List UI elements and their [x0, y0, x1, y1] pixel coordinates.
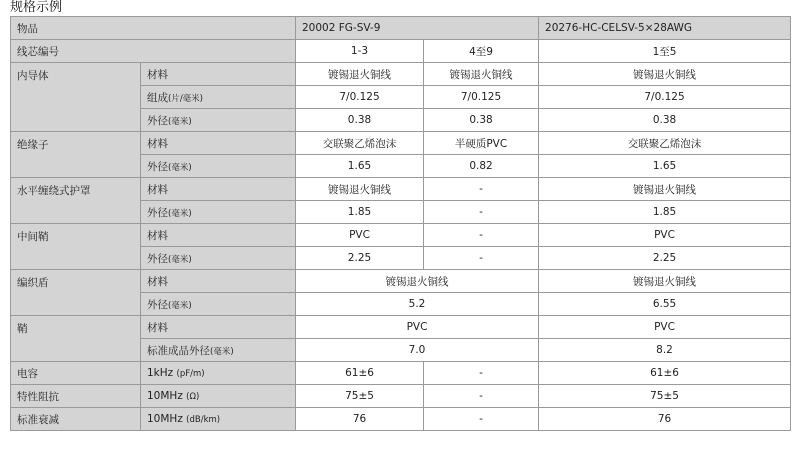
sub-label-text: 外径: [147, 252, 168, 265]
cell: 1.65: [539, 155, 791, 178]
cell: -: [424, 224, 539, 247]
cell: -: [424, 362, 539, 385]
unit-label: (毫米): [168, 116, 192, 127]
table-row: [11, 385, 791, 408]
cell: PVC: [539, 316, 791, 339]
header-item: 物品: [11, 17, 296, 40]
cell: -: [424, 178, 539, 201]
unit-label: (片/毫米): [168, 93, 203, 104]
unit-label: (毫米): [168, 300, 192, 311]
sub-label: [141, 247, 296, 270]
cell: 7.0: [296, 339, 539, 362]
page-title: 规格示例: [10, 0, 63, 15]
cell: 镀锡退火铜线: [539, 178, 791, 201]
cell: 0.38: [424, 109, 539, 132]
group-label: 鞘: [11, 316, 141, 362]
cell: 6.55: [539, 293, 791, 316]
cell: 7/0.125: [539, 86, 791, 109]
cell: 交联聚乙烯泡沫: [296, 132, 424, 155]
sub-label: 材料: [141, 63, 296, 86]
cell: 0.38: [296, 109, 424, 132]
table-row: [11, 17, 791, 40]
row-label: 线芯编号: [11, 40, 296, 63]
spec-table: [10, 16, 791, 431]
cell: 镀锡退火铜线: [424, 63, 539, 86]
cell: -: [424, 201, 539, 224]
unit-label: (Ω): [186, 392, 200, 402]
cell: 2.25: [539, 247, 791, 270]
cell: 1-3: [296, 40, 424, 63]
row-label: 电容: [11, 362, 141, 385]
group-label: 绝缘子: [11, 132, 141, 178]
cell: 1至5: [539, 40, 791, 63]
cell: PVC: [539, 224, 791, 247]
unit-label: (毫米): [210, 346, 234, 357]
table-row: [11, 132, 791, 155]
cell: 2.25: [296, 247, 424, 270]
condition-text: 1kHz: [147, 367, 174, 379]
unit-label: (dB/km): [186, 415, 221, 425]
cell: 75±5: [296, 385, 424, 408]
sub-label-text: 标准成品外径: [147, 344, 210, 357]
table-row: [11, 270, 791, 293]
sub-label: [141, 293, 296, 316]
unit-label: (毫米): [168, 162, 192, 173]
condition-text: 10MHz: [147, 390, 183, 402]
cell: 镀锡退火铜线: [539, 63, 791, 86]
sub-label-text: 组成: [147, 91, 168, 104]
cell: 5.2: [296, 293, 539, 316]
sub-label-text: 外径: [147, 298, 168, 311]
header-model-2: 20276-HC-CELSV-5×28AWG: [539, 17, 791, 40]
cell: 8.2: [539, 339, 791, 362]
sub-label: 材料: [141, 316, 296, 339]
table-row: [11, 178, 791, 201]
sub-label: 材料: [141, 270, 296, 293]
cell: PVC: [296, 224, 424, 247]
table-row: [11, 408, 791, 431]
cell: 镀锡退火铜线: [296, 63, 424, 86]
sub-label: [141, 385, 296, 408]
row-label: 特性阻抗: [11, 385, 141, 408]
cell: 镀锡退火铜线: [296, 178, 424, 201]
cell: 镀锡退火铜线: [539, 270, 791, 293]
cell: 交联聚乙烯泡沫: [539, 132, 791, 155]
cell: 7/0.125: [424, 86, 539, 109]
cell: 1.85: [539, 201, 791, 224]
group-label: 内导体: [11, 63, 141, 132]
sub-label: 材料: [141, 132, 296, 155]
cell: 61±6: [539, 362, 791, 385]
sub-label: [141, 201, 296, 224]
sub-label-text: 外径: [147, 114, 168, 127]
group-label: 中间鞘: [11, 224, 141, 270]
condition-text: 10MHz: [147, 413, 183, 425]
cell: -: [424, 247, 539, 270]
cell: 1.85: [296, 201, 424, 224]
sub-label: [141, 155, 296, 178]
table-row: [11, 63, 791, 86]
sub-label: [141, 86, 296, 109]
unit-label: (pF/m): [176, 369, 205, 379]
sub-label: [141, 408, 296, 431]
cell: 4至9: [424, 40, 539, 63]
cell: 75±5: [539, 385, 791, 408]
unit-label: (毫米): [168, 208, 192, 219]
row-label: 标准衰减: [11, 408, 141, 431]
sub-label-text: 外径: [147, 160, 168, 173]
sub-label-text: 外径: [147, 206, 168, 219]
table-row: [11, 362, 791, 385]
cell: PVC: [296, 316, 539, 339]
sub-label: [141, 362, 296, 385]
sub-label: [141, 109, 296, 132]
cell: 76: [539, 408, 791, 431]
group-label: 编织盾: [11, 270, 141, 316]
cell: 61±6: [296, 362, 424, 385]
cell: 7/0.125: [296, 86, 424, 109]
table-row: [11, 40, 791, 63]
table-row: [11, 316, 791, 339]
sub-label: [141, 339, 296, 362]
sub-label: 材料: [141, 224, 296, 247]
cell: 0.38: [539, 109, 791, 132]
cell: 76: [296, 408, 424, 431]
cell: 镀锡退火铜线: [296, 270, 539, 293]
group-label: 水平缠绕式护罩: [11, 178, 141, 224]
cell: -: [424, 385, 539, 408]
header-model-1: 20002 FG-SV-9: [296, 17, 539, 40]
cell: 0.82: [424, 155, 539, 178]
cell: 1.65: [296, 155, 424, 178]
table-row: [11, 224, 791, 247]
cell: 半硬质PVC: [424, 132, 539, 155]
unit-label: (毫米): [168, 254, 192, 265]
sub-label: 材料: [141, 178, 296, 201]
cell: -: [424, 408, 539, 431]
